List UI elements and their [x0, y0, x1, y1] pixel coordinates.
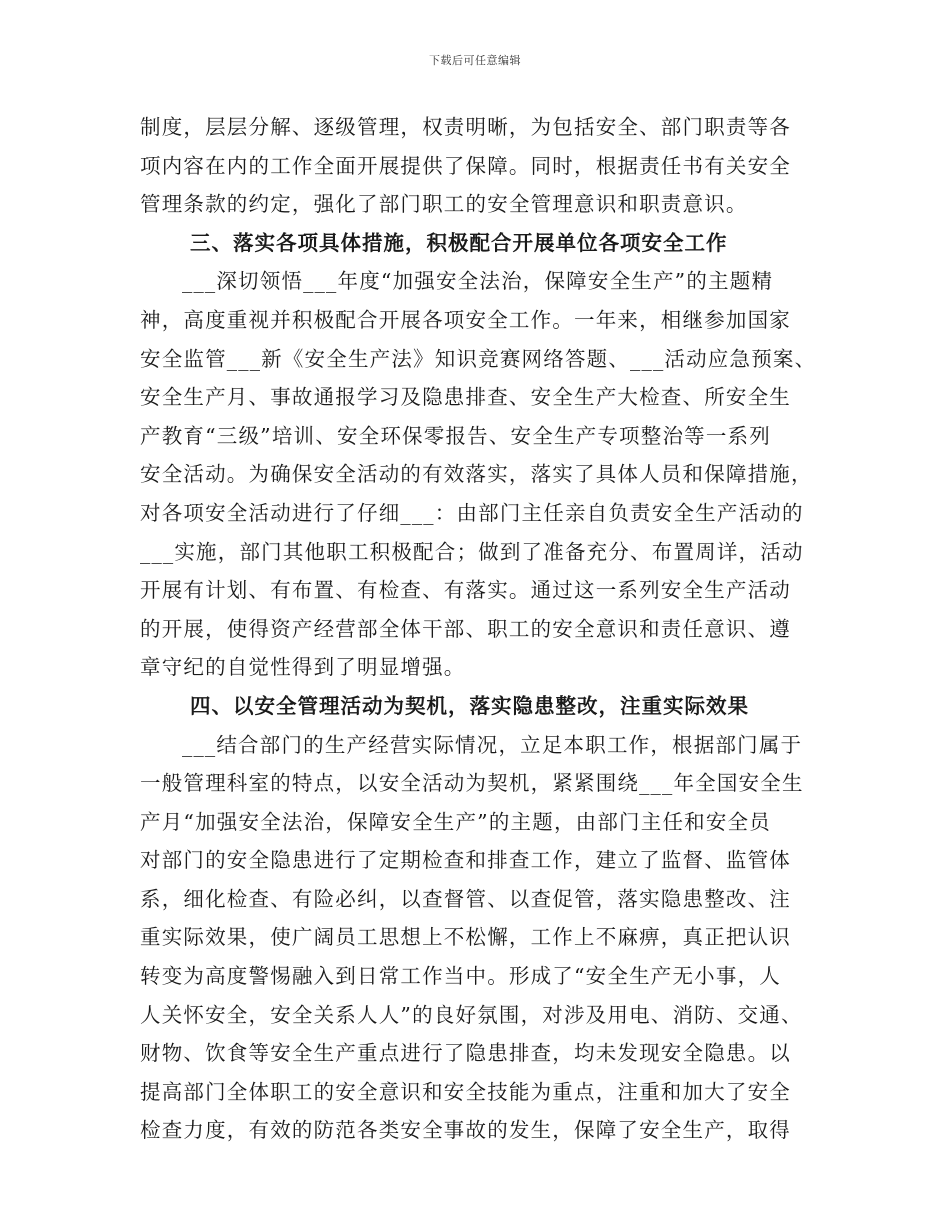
- body-line: 检查力度，有效的防范各类安全事故的发生，保障了安全生产，取得: [140, 1118, 791, 1143]
- document-body: [140, 108, 817, 1150]
- body-line: 管理条款的约定，强化了部门职工的安全管理意识和职责意识。: [140, 192, 748, 217]
- body-line: 财物、饮食等安全生产重点进行了隐患排查，均未发现安全隐患。以: [140, 1041, 791, 1066]
- body-line: 对部门的安全隐患进行了定期检查和排查工作，建立了监督、监管体: [140, 848, 791, 873]
- body-line: 对各项安全活动进行了仔细___：由部门主任亲自负责安全生产活动的: [140, 500, 804, 525]
- body-line: 安全生产月、事故通报学习及隐患排查、安全生产大检查、所安全生: [140, 385, 791, 410]
- body-line: 转变为高度警惕融入到日常工作当中。形成了“安全生产无小事，人: [140, 964, 781, 989]
- header-note: 下载后可任意编辑: [429, 54, 521, 67]
- body-line: 产教育“三级”培训、安全环保零报告、安全生产专项整治等一系列: [140, 423, 771, 448]
- body-line: 产月“加强安全法治，保障安全生产”的主题，由部门主任和安全员: [140, 809, 771, 834]
- body-line: 项内容在内的工作全面开展提供了保障。同时，根据责任书有关安全: [140, 153, 791, 178]
- body-line: 神，高度重视并积极配合开展各项安全工作。一年来，相继参加国家: [140, 307, 791, 332]
- body-line: 提高部门全体职工的安全意识和安全技能为重点，注重和加大了安全: [140, 1079, 791, 1104]
- body-line: ___实施，部门其他职工积极配合；做到了准备充分、布置周详，活动: [140, 539, 804, 564]
- body-line: 开展有计划、有布置、有检查、有落实。通过这一系列安全生产活动: [140, 578, 791, 603]
- body-line: ___结合部门的生产经营实际情况，立足本职工作，根据部门属于: [182, 732, 803, 757]
- section-heading: 三、落实各项具体措施，积极配合开展单位各项安全工作: [190, 230, 728, 255]
- body-line: 人关怀安全，安全关系人人”的良好氛围，对涉及用电、消防、交通、: [140, 1002, 803, 1027]
- body-line: 系，细化检查、有险必纠，以查督管、以查促管，落实隐患整改、注: [140, 886, 791, 911]
- body-line: ___深切领悟___年度“加强安全法治，保障安全生产”的主题精: [182, 269, 774, 294]
- body-line: 章守纪的自觉性得到了明显增强。: [140, 655, 466, 680]
- section-heading: 四、以安全管理活动为契机，落实隐患整改，注重实际效果: [190, 693, 749, 718]
- body-line: 的开展，使得资产经营部全体干部、职工的安全意识和责任意识、遵: [140, 616, 791, 641]
- body-line: 一般管理科室的特点，以安全活动为契机，紧紧围绕___年全国安全生: [140, 771, 804, 796]
- body-line: 安全活动。为确保安全活动的有效落实，落实了具体人员和保障措施，: [140, 462, 813, 487]
- body-line: 制度，层层分解、逐级管理，权责明晰，为包括安全、部门职责等各: [140, 115, 791, 139]
- body-line: 安全监管___新《安全生产法》知识竞赛网络答题、___活动应急预案、: [140, 346, 817, 371]
- body-line: 重实际效果，使广阔员工思想上不松懈，工作上不麻痹，真正把认识: [140, 925, 791, 950]
